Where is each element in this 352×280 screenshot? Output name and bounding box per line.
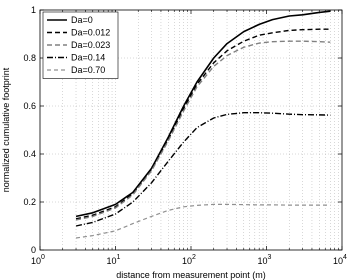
x-axis-label: distance from measurement point (m): [116, 270, 266, 280]
legend: [43, 12, 118, 79]
y-tick-label: 1: [30, 5, 36, 15]
y-axis-label: normalized cumulative footprint: [1, 67, 11, 193]
x-tick-label: $10^4$: [333, 254, 347, 266]
y-tick-label: 0.2: [23, 197, 36, 207]
x-tick-label: $10^1$: [106, 254, 121, 266]
y-tick-label: 0.4: [23, 149, 36, 159]
x-tick-label: $10^3$: [257, 254, 272, 266]
y-tick-label: 0.8: [23, 53, 36, 63]
legend-label-1: Da=0.012: [71, 27, 111, 38]
y-tick-label: 0.6: [23, 101, 36, 111]
x-tick-label: $10^2$: [182, 254, 196, 266]
x-tick-label: $10^0$: [31, 254, 45, 266]
legend-label-2: Da=0.023: [71, 40, 111, 50]
legend-label-3: Da=0.14: [71, 52, 106, 63]
legend-label-4: Da=0.70: [71, 65, 106, 75]
y-tick-label: 0: [30, 245, 36, 255]
legend-label-0: Da=0: [71, 15, 93, 25]
